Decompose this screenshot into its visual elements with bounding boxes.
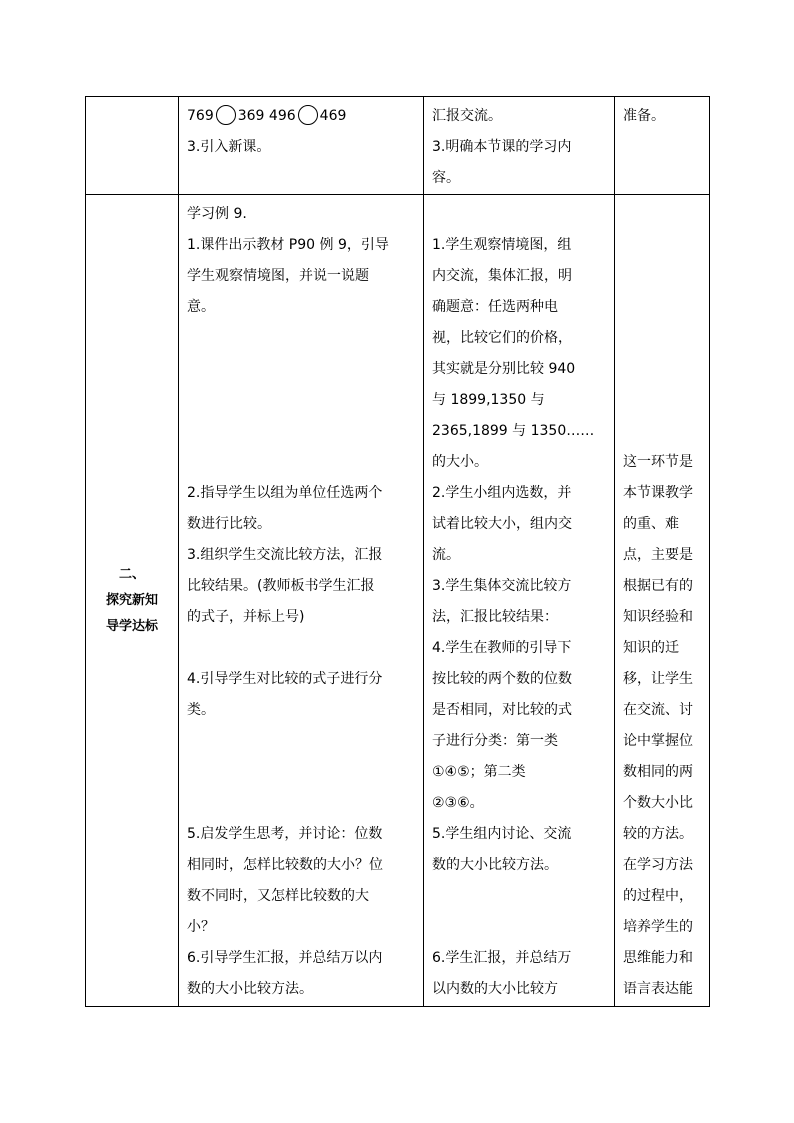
text-line: 3.组织学生交流比较方法，汇报 (187, 547, 383, 563)
number: 496 (268, 108, 296, 124)
student-activity-cell (424, 195, 615, 1007)
text-line: 相同时，怎样比较数的大小？位 (187, 857, 383, 873)
text-line: 类。 (187, 702, 215, 718)
text-line: 知识经验和 (623, 609, 693, 625)
text-line: 容。 (432, 170, 460, 186)
teacher-activity-cell (179, 195, 424, 1007)
text-line: 1.课件出示教材 P90 例 9，引导 (187, 237, 389, 253)
text-line: 子进行分类：第一类 (432, 733, 558, 749)
text-line: 数的大小比较方法。 (432, 857, 558, 873)
text-line: 在学习方法 (623, 857, 693, 873)
text-line: 3.引入新课。 (187, 139, 271, 155)
text-line: 在交流、讨 (623, 702, 693, 718)
text-line: 学习例 9. (187, 206, 247, 222)
text-line: 意。 (187, 299, 215, 315)
text-line: 试着比较大小，组内交 (432, 516, 572, 532)
text-line: 学生观察情境图，并说一说题 (187, 268, 369, 284)
text-line: 其实就是分别比较 940 (432, 361, 576, 377)
compare-numbers-line (187, 101, 415, 132)
student-activity-cell (424, 97, 615, 195)
text-line: 2.指导学生以组为单位任选两个 (187, 485, 383, 501)
text-line: 内交流，集体汇报，明 (432, 268, 572, 284)
blank-circle (298, 105, 318, 125)
purpose-cell (615, 195, 710, 1007)
teacher-activity-cell (179, 97, 424, 195)
text-line: 4.引导学生对比较的式子进行分 (187, 671, 383, 687)
text-line: 视，比较它们的价格， (432, 330, 572, 346)
table-row (86, 195, 710, 1007)
text-line: 这一环节是 (623, 454, 693, 470)
number: 469 (319, 108, 347, 124)
text-line: 数相同的两 (623, 764, 693, 780)
text-line: 5.学生组内讨论、交流 (432, 826, 572, 842)
text-line: 比较结果。(教师板书学生汇报 (187, 578, 375, 594)
stage-title: 探究新知 (105, 592, 158, 608)
number: 769 (187, 108, 214, 124)
text-line: 2365,1899 与 1350…… (432, 423, 595, 439)
purpose-cell (615, 97, 710, 195)
text-line: 思维能力和 (623, 950, 693, 966)
text-line: 的过程中， (623, 888, 693, 904)
text-line: 以内数的大小比较方 (432, 981, 558, 997)
text-line: 2.学生小组内选数，并 (432, 485, 572, 501)
text-line: 6.学生汇报，并总结万 (432, 950, 572, 966)
text-line: 汇报交流。 (432, 108, 502, 124)
stage-number: 二、 (118, 566, 145, 582)
text-line: 数进行比较。 (187, 516, 271, 532)
stage-title: 导学达标 (105, 618, 158, 634)
text-line: 是否相同，对比较的式 (432, 702, 572, 718)
text-line: 的重、难 (623, 516, 679, 532)
text-line: 个数大小比 (623, 795, 693, 811)
number: 369 (237, 108, 265, 124)
text-line: 根据已有的 (623, 578, 693, 594)
text-line: 3.明确本节课的学习内 (432, 139, 572, 155)
text-line: 数的大小比较方法。 (187, 981, 313, 997)
text-line: 确题意：任选两种电 (432, 299, 558, 315)
text-line: 小？ (187, 919, 215, 935)
text-line: 3.学生集体交流比较方 (432, 578, 572, 594)
text-line: 知识的迁 (623, 640, 679, 656)
text-line: 准备。 (623, 108, 665, 124)
text-line: 的式子，并标上号) (187, 609, 305, 625)
text-line: 按比较的两个数的位数 (432, 671, 572, 687)
text-line: 的大小。 (432, 454, 488, 470)
text-line: 点，主要是 (623, 547, 693, 563)
text-line: 本节课教学 (623, 485, 693, 501)
lesson-plan-table (85, 96, 710, 1007)
text-line: 法，汇报比较结果： (432, 609, 558, 625)
text-line: 较的方法。 (623, 826, 693, 842)
text-line: 4.学生在教师的引导下 (432, 640, 572, 656)
text-line: ①④⑤；第二类 (432, 764, 526, 780)
text-line: 5.启发学生思考，并讨论：位数 (187, 826, 383, 842)
stage-cell-empty (86, 97, 179, 195)
text-line: 6.引导学生汇报，并总结万以内 (187, 950, 383, 966)
text-line: 与 1899,1350 与 (432, 392, 545, 408)
text-line: 1.学生观察情境图，组 (432, 237, 572, 253)
text-line: ②③⑥。 (432, 795, 484, 811)
table-row (86, 97, 710, 195)
blank-circle (216, 105, 236, 125)
text-line: 论中掌握位 (623, 733, 693, 749)
text-line: 移，让学生 (623, 671, 693, 687)
text-line: 培养学生的 (623, 919, 693, 935)
stage-cell (86, 195, 179, 1007)
text-line: 语言表达能 (623, 981, 693, 997)
text-line: 数不同时，又怎样比较数的大 (187, 888, 369, 904)
text-line: 流。 (432, 547, 460, 563)
